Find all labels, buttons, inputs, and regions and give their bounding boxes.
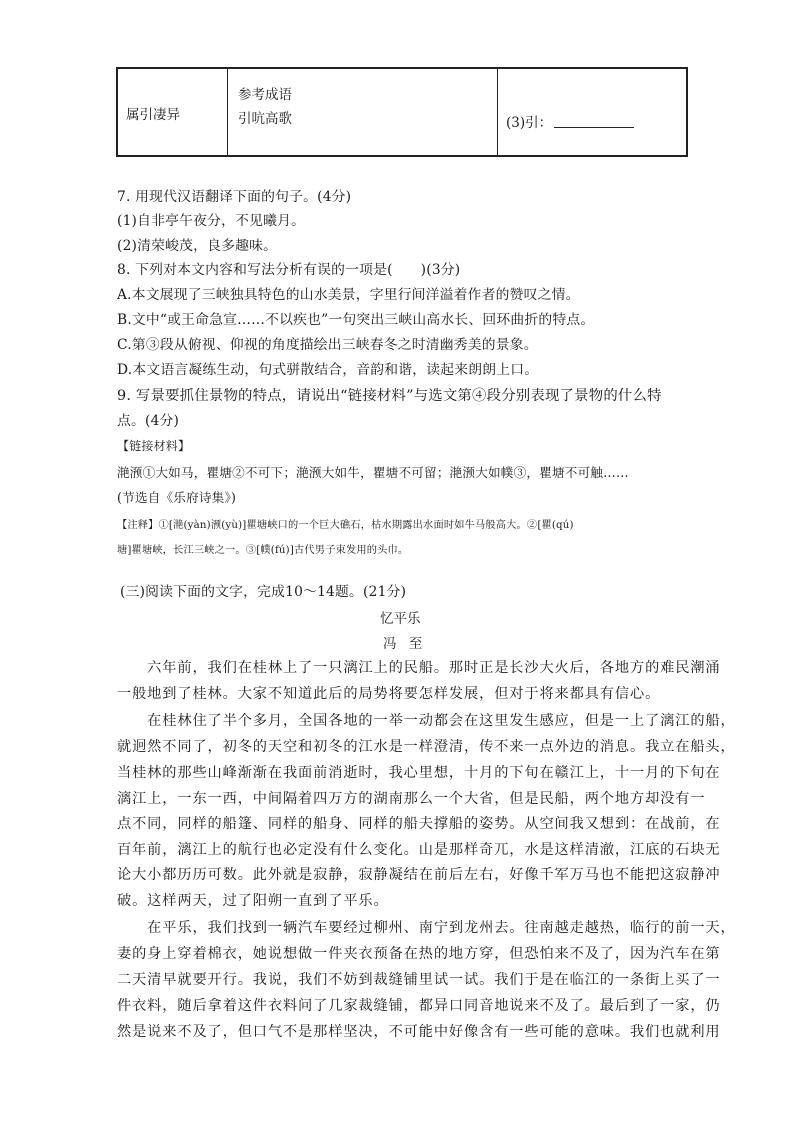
q8-option-d: D.本文语言凝练生动，句式骈散结合，音韵和谐，读起来朗朗上口。	[117, 362, 539, 378]
section3-intro: (三)阅读下面的文字，完成10～14题。(21分)	[120, 584, 407, 600]
passage-line: 在桂林住了半个多月，全国各地的一举一动都会在这里发生感应，但是一上了漓江的船，	[117, 713, 736, 729]
table-cell-answer	[498, 69, 686, 155]
passage-line: 然是说来不及了，但口气不是那样坚决，不可能中好像含有一些可能的意味。我们也就利用	[117, 1024, 721, 1040]
idiom-label: 参考成语	[238, 87, 292, 103]
passage-line: 二天清早就要开行。我说，我们不妨到裁缝铺里试一试。我们于是在临江的一条街上买了一	[117, 972, 721, 988]
passage-line: 百年前，漓江上的航行也必定没有什么变化。山是那样奇兀，水是这样清澈，江底的石块无	[117, 842, 721, 858]
idiom-text: 引吭高歌	[238, 111, 292, 127]
q8-option-a: A.本文展现了三峡独具特色的山水美景，字里行间洋溢着作者的赞叹之情。	[117, 287, 580, 303]
passage-line: 点不同，同样的船篷、同样的船身、同样的船夫撑船的姿势。从空间我又想到：在战前，在	[117, 816, 721, 832]
note-line1: 【注释】①[滟(yàn)滪(yù)]瞿塘峡口的一个巨大礁石，枯水期露出水面时如牛马般高大。②[瞿(qú)	[117, 520, 574, 531]
passage-line: 六年前，我们在桂林上了一只漓江上的民船。那时正是长沙大火后，各地方的难民潮涌	[117, 660, 721, 676]
passage-line: 在平乐，我们找到一辆汽车要经过柳州、南宁到龙州去。往南越走越热，临行的前一天，	[117, 920, 736, 936]
material-source: (节选自《乐府诗集》)	[117, 490, 237, 505]
material-text: 滟滪①大如马，瞿塘②不可下；滟滪大如牛，瞿塘不可留；滟滪大如幞③，瞿塘不可触……	[117, 465, 629, 480]
passage-line: 破。这样两天，过了阳朔一直到了平乐。	[117, 893, 389, 909]
q7-sentence-2: (2)清荣峻茂，良多趣味。	[117, 238, 278, 254]
passage-title: 忆平乐	[380, 611, 421, 627]
passage-line: 妻的身上穿着棉衣，她说想做一件夹衣预备在热的地方穿，但恐怕来不及了，因为汽车在第	[117, 946, 721, 962]
table-cell-phrase	[118, 69, 228, 155]
answer-label: (3)引：	[506, 115, 553, 131]
passage-line: 当桂林的那些山峰渐渐在我面前消逝时，我心里想，十月的下旬在赣江上，十一月的下旬在	[117, 765, 721, 781]
material-title: 【链接材料】	[117, 439, 191, 453]
q8-option-c: C.第③段从俯视、仰视的角度描绘出三峡春冬之时清幽秀美的景象。	[117, 337, 538, 353]
q9-stem-line2: 点。(4分)	[117, 413, 180, 429]
phrase-text: 属引凄异	[126, 107, 180, 123]
passage-line: 就迥然不同了，初冬的天空和初冬的江水是一样澄清，传不来一点外边的消息。我立在船头，	[117, 739, 736, 755]
q8-stem: 8. 下列对本文内容和写法分析有误的一项是( )(3分)	[117, 262, 461, 278]
answer-blank[interactable]	[554, 127, 634, 128]
q7-stem: 7. 用现代汉语翻译下面的句子。(4分)	[117, 189, 352, 205]
passage-line: 件衣料，随后拿着这件衣料问了几家裁缝铺，都异口同音地说来不及了。最后到了一家，仍	[117, 998, 721, 1014]
idiom-table	[116, 67, 688, 157]
passage-line: 一般地到了桂林。大家不知道此后的局势将要怎样发展，但对于将来都具有信心。	[117, 686, 661, 702]
note-line2: 塘]瞿塘峡，长江三峡之一。③[幞(fú)]古代男子束发用的头巾。	[117, 545, 409, 556]
q7-sentence-1: (1)自非亭午夜分，不见曦月。	[117, 213, 306, 229]
passage-author: 冯 至	[383, 636, 427, 652]
passage-line: 漓江上，一东一西，中间隔着四万方的湖南那么一个大省，但是民船，两个地方却没有一	[117, 791, 706, 807]
q8-option-b: B.文中“或王命急宣……不以疾也”一句突出三峡山高水长、回环曲折的特点。	[117, 312, 595, 328]
passage-line: 论大小都历历可数。此外就是寂静，寂静凝结在前后左右，好像千军万马也不能把这寂静冲	[117, 867, 721, 883]
table-cell-idiom	[228, 69, 498, 155]
q9-stem-line1: 9. 写景要抓住景物的特点，请说出“链接材料”与选文第④段分别表现了景物的什么特	[117, 388, 662, 404]
